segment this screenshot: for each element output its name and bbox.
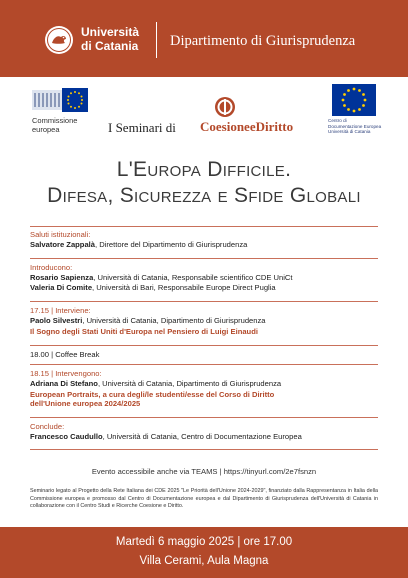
- conclusion-label: Conclude:: [30, 422, 65, 431]
- conclusion-role: , Università di Catania, Centro di Documentazione Europea: [102, 432, 302, 441]
- intro-role-1: , Università di Catania, Responsabile scientifico CDE UniCt: [93, 273, 293, 282]
- section-divider: [30, 449, 378, 450]
- seminari-brand: CoesioneeDiritto: [200, 119, 294, 134]
- intro-role-2: , Università di Bari, Responsabile Europe Direct Puglia: [92, 283, 276, 292]
- talk-label: 17.15 | Interviene:: [30, 306, 91, 315]
- greetings-speaker: [30, 240, 247, 249]
- european-commission-logo: [30, 86, 96, 142]
- conclusion-speaker: [30, 432, 302, 441]
- cde-line-3: Università di Catania: [328, 129, 371, 135]
- greetings-label: Saluti istituzionali:: [30, 230, 91, 239]
- speakers-topic-line-1: European Portraits, a cura degli/le studenti/esse del Corso di Diritto: [30, 390, 275, 399]
- footer-band: [0, 527, 408, 578]
- fineprint: Seminario legato al Progetto della Rete Italiana dei CDE 2025 "Le Priorità dell'Unione 2024-2029", finanziato dalla Rappresentanza in Italia della Commissione europea e promosso dal Centro di Documentazione europea e dal Dipartimento di Giurisprudenza dell'Università di Catania in collaborazione con il Centro Studi e Ricerche Coesione e Diritto.: [30, 488, 378, 510]
- section-divider: [30, 345, 378, 346]
- university-line-2: di Catania: [81, 39, 139, 53]
- cde-line-1: Centro di: [328, 118, 347, 123]
- european-commission-label: [32, 116, 77, 134]
- coffee-break: 18.00 | Coffee Break: [30, 350, 100, 359]
- section-divider: [30, 364, 378, 365]
- university-seal-icon: [44, 25, 74, 55]
- intro-speaker-2: [30, 283, 276, 292]
- event-title-line-2: Difesa, Sicurezza e Sfide Globali: [47, 184, 361, 207]
- section-divider: [30, 301, 378, 302]
- ec-line-1: Commissione: [32, 116, 78, 125]
- header-divider: [156, 22, 157, 58]
- intro-label: Introducono:: [30, 263, 73, 272]
- cde-line-2: Documentazione Europea: [328, 123, 382, 129]
- speakers-role: , Università di Catania, Dipartimento di Giurisprudenza: [97, 379, 282, 388]
- event-date: Martedì 6 maggio 2025 | ore 17.00: [115, 536, 293, 548]
- university-name: [81, 25, 139, 53]
- teams-link[interactable]: Evento accessibile anche via TEAMS | https://tinyurl.com/2e7fsnzn: [91, 467, 317, 476]
- greetings-name: Salvatore Zappalà: [30, 240, 95, 249]
- coesione-diritto-mark-icon: [214, 96, 236, 118]
- intro-speaker-1: [30, 273, 293, 282]
- section-divider: [30, 226, 378, 227]
- cde-label: [328, 118, 381, 135]
- ec-line-2: europea: [32, 125, 60, 134]
- event-place: Villa Cerami, Aula Magna: [139, 555, 269, 567]
- section-divider: [30, 258, 378, 259]
- intro-name-1: Rosario Sapienza: [30, 273, 94, 282]
- speakers-name: Adriana Di Stefano: [30, 379, 98, 388]
- seminari-logo: [108, 96, 298, 142]
- conclusion-name: Francesco Caudullo: [30, 432, 103, 441]
- event-title-line-1: L'Europa Difficile.: [116, 158, 292, 181]
- talk-role: , Università di Catania, Dipartimento di Giurisprudenza: [82, 316, 266, 325]
- section-divider: [30, 417, 378, 418]
- greetings-role: , Direttore del Dipartimento di Giurisprudenza: [95, 240, 248, 249]
- talk-speaker: [30, 316, 266, 325]
- cde-logo: [328, 84, 388, 144]
- european-commission-building-icon: [32, 86, 90, 114]
- department-name: Dipartimento di Giurisprudenza: [170, 33, 356, 49]
- speakers-label: 18.15 | Intervengono:: [30, 369, 102, 378]
- intro-name-2: Valeria Di Comite: [30, 283, 93, 292]
- seminari-prefix: I Seminari di: [108, 120, 176, 135]
- speakers-topic-line-2: dell'Unione europea 2024/2025: [30, 399, 141, 408]
- talk-topic: Il Sogno degli Stati Uniti d'Europa nel Pensiero di Luigi Einaudi: [30, 327, 258, 336]
- university-line-1: Università: [81, 25, 140, 39]
- eu-flag-icon: [332, 84, 376, 116]
- speakers-speaker: [30, 379, 281, 388]
- talk-name: Paolo Silvestri: [30, 316, 83, 325]
